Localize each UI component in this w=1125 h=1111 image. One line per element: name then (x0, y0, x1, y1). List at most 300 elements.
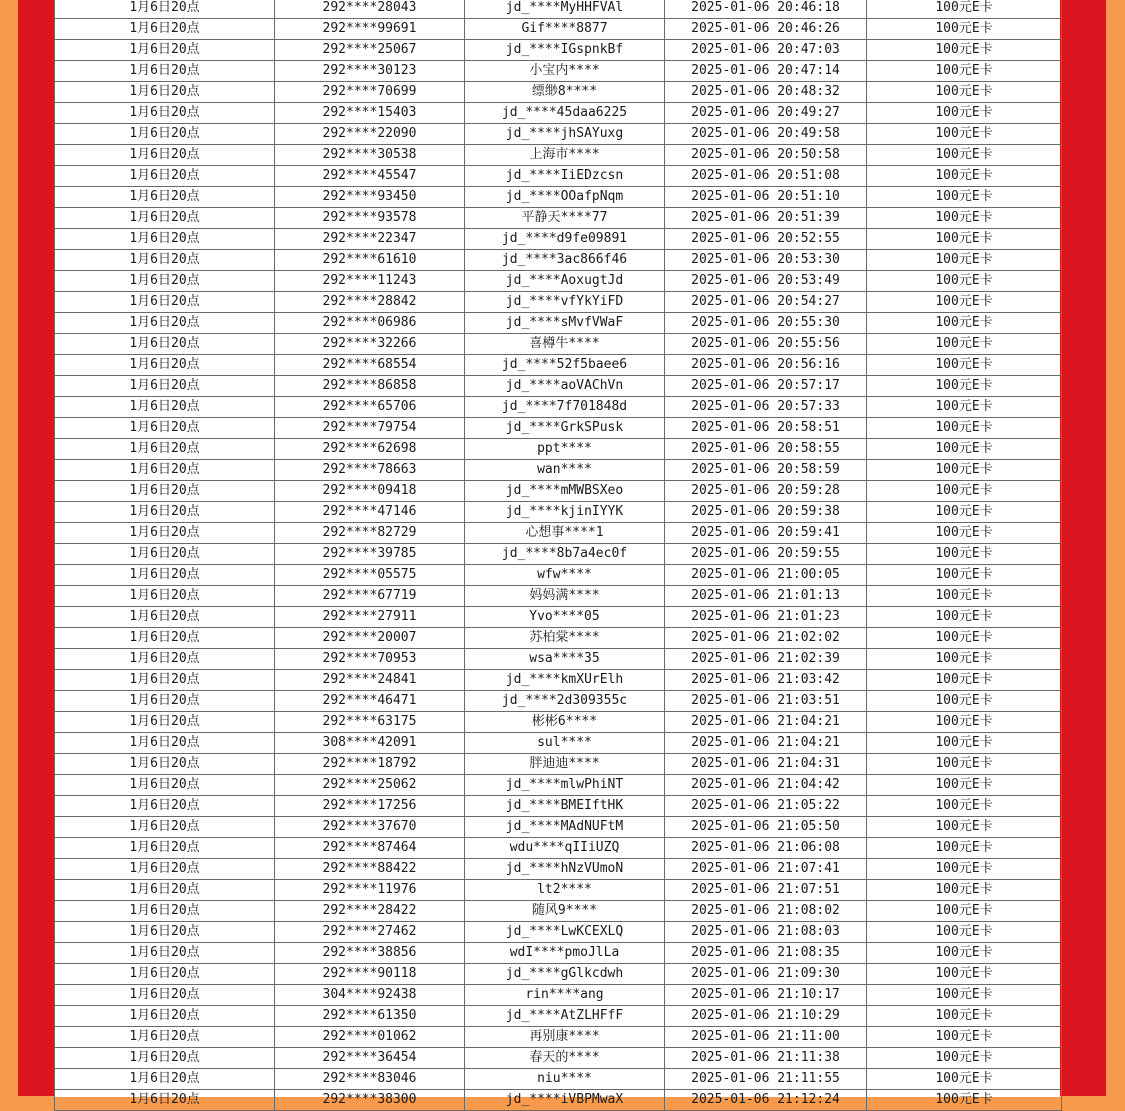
prize-cell: 100元E卡 (867, 229, 1062, 250)
prize-cell: 100元E卡 (867, 649, 1062, 670)
table-row (55, 82, 1062, 103)
account-cell: 292****78663 (275, 460, 465, 481)
nickname-cell: rin****ang (465, 985, 665, 1006)
prize-cell: 100元E卡 (867, 1027, 1062, 1048)
session-cell: 1月6日20点 (55, 1090, 275, 1111)
account-cell: 292****27462 (275, 922, 465, 943)
nickname-cell: 平静天****77 (465, 208, 665, 229)
session-cell: 1月6日20点 (55, 544, 275, 565)
time-cell: 2025-01-06 20:52:55 (665, 229, 867, 250)
time-cell: 2025-01-06 21:08:03 (665, 922, 867, 943)
prize-cell: 100元E卡 (867, 859, 1062, 880)
nickname-cell: jd_****3ac866f46 (465, 250, 665, 271)
table-row (55, 712, 1062, 733)
session-cell: 1月6日20点 (55, 250, 275, 271)
session-cell: 1月6日20点 (55, 271, 275, 292)
nickname-cell: 上海市**** (465, 145, 665, 166)
prize-cell: 100元E卡 (867, 19, 1062, 40)
nickname-cell: jd_****kjinIYYK (465, 502, 665, 523)
prize-cell: 100元E卡 (867, 439, 1062, 460)
prize-cell: 100元E卡 (867, 250, 1062, 271)
account-cell: 292****28842 (275, 292, 465, 313)
time-cell: 2025-01-06 20:47:03 (665, 40, 867, 61)
session-cell: 1月6日20点 (55, 712, 275, 733)
prize-cell: 100元E卡 (867, 166, 1062, 187)
session-cell: 1月6日20点 (55, 859, 275, 880)
account-cell: 292****18792 (275, 754, 465, 775)
table-row (55, 523, 1062, 544)
time-cell: 2025-01-06 20:50:58 (665, 145, 867, 166)
nickname-cell: jd_****8b7a4ec0f (465, 544, 665, 565)
account-cell: 292****70699 (275, 82, 465, 103)
prize-cell: 100元E卡 (867, 292, 1062, 313)
nickname-cell: wsa****35 (465, 649, 665, 670)
prize-cell: 100元E卡 (867, 607, 1062, 628)
table-row (55, 250, 1062, 271)
table-row (55, 565, 1062, 586)
nickname-cell: 随风9**** (465, 901, 665, 922)
prize-cell: 100元E卡 (867, 145, 1062, 166)
time-cell: 2025-01-06 20:51:39 (665, 208, 867, 229)
table-row (55, 628, 1062, 649)
table-row (55, 754, 1062, 775)
prize-cell: 100元E卡 (867, 1048, 1062, 1069)
session-cell: 1月6日20点 (55, 82, 275, 103)
time-cell: 2025-01-06 21:02:39 (665, 649, 867, 670)
nickname-cell: jd_****jhSAYuxg (465, 124, 665, 145)
account-cell: 292****70953 (275, 649, 465, 670)
table-row (55, 187, 1062, 208)
nickname-cell: jd_****IiEDzcsn (465, 166, 665, 187)
session-cell: 1月6日20点 (55, 19, 275, 40)
account-cell: 292****93578 (275, 208, 465, 229)
prize-cell: 100元E卡 (867, 1006, 1062, 1027)
prize-cell: 100元E卡 (867, 124, 1062, 145)
session-cell: 1月6日20点 (55, 523, 275, 544)
table-row (55, 817, 1062, 838)
account-cell: 292****11243 (275, 271, 465, 292)
nickname-cell: wan**** (465, 460, 665, 481)
time-cell: 2025-01-06 20:57:17 (665, 376, 867, 397)
table-row (55, 103, 1062, 124)
session-cell: 1月6日20点 (55, 0, 275, 19)
table-row (55, 1027, 1062, 1048)
nickname-cell: niu**** (465, 1069, 665, 1090)
prize-cell: 100元E卡 (867, 796, 1062, 817)
time-cell: 2025-01-06 21:03:42 (665, 670, 867, 691)
session-cell: 1月6日20点 (55, 586, 275, 607)
account-cell: 292****47146 (275, 502, 465, 523)
nickname-cell: jd_****OOafpNqm (465, 187, 665, 208)
nickname-cell: 喜樽牛**** (465, 334, 665, 355)
nickname-cell: jd_****sMvfVWaF (465, 313, 665, 334)
nickname-cell: jd_****MyHHFVAl (465, 0, 665, 19)
table-row (55, 964, 1062, 985)
session-cell: 1月6日20点 (55, 187, 275, 208)
time-cell: 2025-01-06 20:49:58 (665, 124, 867, 145)
session-cell: 1月6日20点 (55, 292, 275, 313)
session-cell: 1月6日20点 (55, 565, 275, 586)
nickname-cell: jd_****mlwPhiNT (465, 775, 665, 796)
session-cell: 1月6日20点 (55, 817, 275, 838)
time-cell: 2025-01-06 21:10:17 (665, 985, 867, 1006)
time-cell: 2025-01-06 20:57:33 (665, 397, 867, 418)
table-row (55, 1090, 1062, 1111)
table-row (55, 943, 1062, 964)
time-cell: 2025-01-06 20:53:49 (665, 271, 867, 292)
left-orange-border (0, 0, 18, 1096)
prize-cell: 100元E卡 (867, 418, 1062, 439)
account-cell: 292****30538 (275, 145, 465, 166)
prize-cell: 100元E卡 (867, 355, 1062, 376)
table-row (55, 586, 1062, 607)
session-cell: 1月6日20点 (55, 439, 275, 460)
account-cell: 292****22347 (275, 229, 465, 250)
time-cell: 2025-01-06 20:59:28 (665, 481, 867, 502)
session-cell: 1月6日20点 (55, 733, 275, 754)
account-cell: 292****36454 (275, 1048, 465, 1069)
nickname-cell: jd_****gGlkcdwh (465, 964, 665, 985)
nickname-cell: Gif****8877 (465, 19, 665, 40)
account-cell: 292****90118 (275, 964, 465, 985)
time-cell: 2025-01-06 21:11:55 (665, 1069, 867, 1090)
prize-cell: 100元E卡 (867, 1069, 1062, 1090)
nickname-cell: wfw**** (465, 565, 665, 586)
session-cell: 1月6日20点 (55, 355, 275, 376)
table-row (55, 208, 1062, 229)
nickname-cell: 再别康**** (465, 1027, 665, 1048)
prize-cell: 100元E卡 (867, 1090, 1062, 1111)
account-cell: 292****22090 (275, 124, 465, 145)
table-row (55, 1006, 1062, 1027)
table-row (55, 544, 1062, 565)
table-row (55, 1069, 1062, 1090)
prize-cell: 100元E卡 (867, 313, 1062, 334)
table-row (55, 61, 1062, 82)
account-cell: 308****42091 (275, 733, 465, 754)
account-cell: 292****38300 (275, 1090, 465, 1111)
prize-cell: 100元E卡 (867, 523, 1062, 544)
time-cell: 2025-01-06 20:55:56 (665, 334, 867, 355)
time-cell: 2025-01-06 20:46:26 (665, 19, 867, 40)
session-cell: 1月6日20点 (55, 397, 275, 418)
nickname-cell: 心想事****1 (465, 523, 665, 544)
session-cell: 1月6日20点 (55, 796, 275, 817)
nickname-cell: jd_****IGspnkBf (465, 40, 665, 61)
time-cell: 2025-01-06 21:05:50 (665, 817, 867, 838)
nickname-cell: jd_****iVBPMwaX (465, 1090, 665, 1111)
nickname-cell: Yvo****05 (465, 607, 665, 628)
table-row (55, 229, 1062, 250)
table-row (55, 1048, 1062, 1069)
account-cell: 292****05575 (275, 565, 465, 586)
session-cell: 1月6日20点 (55, 418, 275, 439)
time-cell: 2025-01-06 21:06:08 (665, 838, 867, 859)
table-row (55, 0, 1062, 19)
table-row (55, 880, 1062, 901)
account-cell: 292****46471 (275, 691, 465, 712)
account-cell: 292****30123 (275, 61, 465, 82)
time-cell: 2025-01-06 20:54:27 (665, 292, 867, 313)
nickname-cell: jd_****2d309355c (465, 691, 665, 712)
time-cell: 2025-01-06 21:07:51 (665, 880, 867, 901)
prize-cell: 100元E卡 (867, 628, 1062, 649)
time-cell: 2025-01-06 20:58:51 (665, 418, 867, 439)
time-cell: 2025-01-06 20:51:10 (665, 187, 867, 208)
time-cell: 2025-01-06 21:04:42 (665, 775, 867, 796)
table-row (55, 145, 1062, 166)
table-row (55, 901, 1062, 922)
account-cell: 292****11976 (275, 880, 465, 901)
session-cell: 1月6日20点 (55, 775, 275, 796)
prize-cell: 100元E卡 (867, 271, 1062, 292)
account-cell: 292****28043 (275, 0, 465, 19)
session-cell: 1月6日20点 (55, 376, 275, 397)
prize-cell: 100元E卡 (867, 922, 1062, 943)
prize-cell: 100元E卡 (867, 481, 1062, 502)
account-cell: 292****86858 (275, 376, 465, 397)
table-row (55, 922, 1062, 943)
account-cell: 292****93450 (275, 187, 465, 208)
time-cell: 2025-01-06 21:10:29 (665, 1006, 867, 1027)
table-row (55, 166, 1062, 187)
account-cell: 292****45547 (275, 166, 465, 187)
nickname-cell: sul**** (465, 733, 665, 754)
table-row (55, 985, 1062, 1006)
account-cell: 292****25067 (275, 40, 465, 61)
nickname-cell: 彬彬6**** (465, 712, 665, 733)
nickname-cell: 胖迪迪**** (465, 754, 665, 775)
table-row (55, 460, 1062, 481)
nickname-cell: 春天的**** (465, 1048, 665, 1069)
prize-cell: 100元E卡 (867, 964, 1062, 985)
account-cell: 292****67719 (275, 586, 465, 607)
nickname-cell: 小宝内**** (465, 61, 665, 82)
account-cell: 292****39785 (275, 544, 465, 565)
nickname-cell: jd_****52f5baee6 (465, 355, 665, 376)
account-cell: 292****27911 (275, 607, 465, 628)
table-row (55, 271, 1062, 292)
account-cell: 292****06986 (275, 313, 465, 334)
table-row (55, 649, 1062, 670)
prize-cell: 100元E卡 (867, 691, 1062, 712)
account-cell: 292****65706 (275, 397, 465, 418)
time-cell: 2025-01-06 21:01:13 (665, 586, 867, 607)
table-row (55, 670, 1062, 691)
nickname-cell: jd_****MAdNUFtM (465, 817, 665, 838)
account-cell: 292****82729 (275, 523, 465, 544)
prize-cell: 100元E卡 (867, 208, 1062, 229)
nickname-cell: ppt**** (465, 439, 665, 460)
prize-cell: 100元E卡 (867, 733, 1062, 754)
table-row (55, 292, 1062, 313)
nickname-cell: wdu****qIIiUZQ (465, 838, 665, 859)
prize-cell: 100元E卡 (867, 376, 1062, 397)
session-cell: 1月6日20点 (55, 649, 275, 670)
nickname-cell: jd_****AoxugtJd (465, 271, 665, 292)
prize-cell: 100元E卡 (867, 565, 1062, 586)
nickname-cell: jd_****GrkSPusk (465, 418, 665, 439)
prize-cell: 100元E卡 (867, 880, 1062, 901)
session-cell: 1月6日20点 (55, 943, 275, 964)
account-cell: 292****63175 (275, 712, 465, 733)
table-row (55, 838, 1062, 859)
time-cell: 2025-01-06 20:51:08 (665, 166, 867, 187)
time-cell: 2025-01-06 20:46:18 (665, 0, 867, 19)
session-cell: 1月6日20点 (55, 334, 275, 355)
prize-cell: 100元E卡 (867, 985, 1062, 1006)
prize-cell: 100元E卡 (867, 397, 1062, 418)
session-cell: 1月6日20点 (55, 124, 275, 145)
nickname-cell: jd_****mMWBSXeo (465, 481, 665, 502)
table-row (55, 775, 1062, 796)
account-cell: 292****79754 (275, 418, 465, 439)
nickname-cell: 苏柏棠**** (465, 628, 665, 649)
time-cell: 2025-01-06 21:04:21 (665, 712, 867, 733)
table-row (55, 40, 1062, 61)
time-cell: 2025-01-06 20:59:55 (665, 544, 867, 565)
time-cell: 2025-01-06 21:03:51 (665, 691, 867, 712)
time-cell: 2025-01-06 21:04:31 (665, 754, 867, 775)
table-row (55, 481, 1062, 502)
account-cell: 292****28422 (275, 901, 465, 922)
time-cell: 2025-01-06 21:07:41 (665, 859, 867, 880)
nickname-cell: jd_****vfYkYiFD (465, 292, 665, 313)
time-cell: 2025-01-06 21:00:05 (665, 565, 867, 586)
table-row (55, 502, 1062, 523)
session-cell: 1月6日20点 (55, 208, 275, 229)
nickname-cell: jd_****LwKCEXLQ (465, 922, 665, 943)
table-row (55, 376, 1062, 397)
table-row (55, 796, 1062, 817)
table-row (55, 124, 1062, 145)
account-cell: 304****92438 (275, 985, 465, 1006)
account-cell: 292****09418 (275, 481, 465, 502)
account-cell: 292****15403 (275, 103, 465, 124)
session-cell: 1月6日20点 (55, 670, 275, 691)
time-cell: 2025-01-06 21:01:23 (665, 607, 867, 628)
nickname-cell: lt2**** (465, 880, 665, 901)
account-cell: 292****38856 (275, 943, 465, 964)
time-cell: 2025-01-06 21:08:02 (665, 901, 867, 922)
session-cell: 1月6日20点 (55, 838, 275, 859)
prize-cell: 100元E卡 (867, 754, 1062, 775)
prize-cell: 100元E卡 (867, 943, 1062, 964)
time-cell: 2025-01-06 21:11:38 (665, 1048, 867, 1069)
session-cell: 1月6日20点 (55, 166, 275, 187)
time-cell: 2025-01-06 21:11:00 (665, 1027, 867, 1048)
nickname-cell: jd_****45daa6225 (465, 103, 665, 124)
time-cell: 2025-01-06 21:08:35 (665, 943, 867, 964)
session-cell: 1月6日20点 (55, 1048, 275, 1069)
time-cell: 2025-01-06 20:47:14 (665, 61, 867, 82)
time-cell: 2025-01-06 21:05:22 (665, 796, 867, 817)
nickname-cell: jd_****d9fe09891 (465, 229, 665, 250)
nickname-cell: jd_****BMEIftHK (465, 796, 665, 817)
account-cell: 292****61350 (275, 1006, 465, 1027)
session-cell: 1月6日20点 (55, 607, 275, 628)
time-cell: 2025-01-06 20:58:59 (665, 460, 867, 481)
nickname-cell: jd_****kmXUrElh (465, 670, 665, 691)
session-cell: 1月6日20点 (55, 922, 275, 943)
session-cell: 1月6日20点 (55, 691, 275, 712)
table-row (55, 313, 1062, 334)
account-cell: 292****17256 (275, 796, 465, 817)
prize-cell: 100元E卡 (867, 502, 1062, 523)
time-cell: 2025-01-06 20:59:38 (665, 502, 867, 523)
nickname-cell: wdI****pmoJlLa (465, 943, 665, 964)
prize-cell: 100元E卡 (867, 838, 1062, 859)
time-cell: 2025-01-06 21:09:30 (665, 964, 867, 985)
prize-cell: 100元E卡 (867, 586, 1062, 607)
prize-cell: 100元E卡 (867, 544, 1062, 565)
time-cell: 2025-01-06 21:12:24 (665, 1090, 867, 1111)
prize-cell: 100元E卡 (867, 712, 1062, 733)
table-row (55, 859, 1062, 880)
nickname-cell: jd_****aoVAChVn (465, 376, 665, 397)
session-cell: 1月6日20点 (55, 502, 275, 523)
prize-cell: 100元E卡 (867, 334, 1062, 355)
table-row (55, 733, 1062, 754)
account-cell: 292****83046 (275, 1069, 465, 1090)
account-cell: 292****61610 (275, 250, 465, 271)
account-cell: 292****87464 (275, 838, 465, 859)
table-row (55, 19, 1062, 40)
session-cell: 1月6日20点 (55, 1027, 275, 1048)
nickname-cell: jd_****7f701848d (465, 397, 665, 418)
session-cell: 1月6日20点 (55, 61, 275, 82)
winners-table (54, 0, 1062, 1111)
account-cell: 292****32266 (275, 334, 465, 355)
time-cell: 2025-01-06 21:02:02 (665, 628, 867, 649)
session-cell: 1月6日20点 (55, 40, 275, 61)
time-cell: 2025-01-06 20:48:32 (665, 82, 867, 103)
session-cell: 1月6日20点 (55, 628, 275, 649)
account-cell: 292****68554 (275, 355, 465, 376)
session-cell: 1月6日20点 (55, 481, 275, 502)
winners-table-container (54, 0, 1060, 1107)
prize-cell: 100元E卡 (867, 901, 1062, 922)
winners-table-body (55, 0, 1062, 1111)
table-row (55, 334, 1062, 355)
right-orange-border (1106, 0, 1125, 1096)
nickname-cell: jd_****hNzVUmoN (465, 859, 665, 880)
session-cell: 1月6日20点 (55, 1069, 275, 1090)
prize-cell: 100元E卡 (867, 61, 1062, 82)
nickname-cell: 妈妈满**** (465, 586, 665, 607)
time-cell: 2025-01-06 20:53:30 (665, 250, 867, 271)
table-row (55, 607, 1062, 628)
prize-cell: 100元E卡 (867, 670, 1062, 691)
session-cell: 1月6日20点 (55, 754, 275, 775)
session-cell: 1月6日20点 (55, 103, 275, 124)
time-cell: 2025-01-06 20:49:27 (665, 103, 867, 124)
table-row (55, 439, 1062, 460)
time-cell: 2025-01-06 20:56:16 (665, 355, 867, 376)
time-cell: 2025-01-06 21:04:21 (665, 733, 867, 754)
prize-cell: 100元E卡 (867, 460, 1062, 481)
account-cell: 292****88422 (275, 859, 465, 880)
account-cell: 292****99691 (275, 19, 465, 40)
nickname-cell: jd_****AtZLHFfF (465, 1006, 665, 1027)
time-cell: 2025-01-06 20:58:55 (665, 439, 867, 460)
session-cell: 1月6日20点 (55, 460, 275, 481)
account-cell: 292****20007 (275, 628, 465, 649)
session-cell: 1月6日20点 (55, 313, 275, 334)
session-cell: 1月6日20点 (55, 880, 275, 901)
account-cell: 292****24841 (275, 670, 465, 691)
account-cell: 292****01062 (275, 1027, 465, 1048)
